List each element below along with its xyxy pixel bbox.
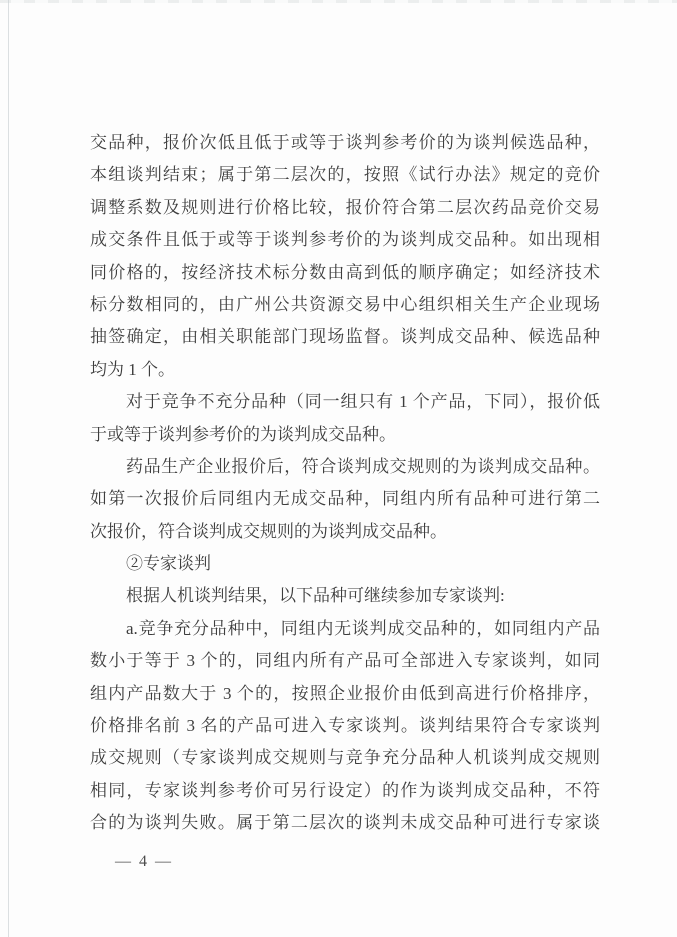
text-line: 如第一次报价后同组内无成交品种，同组内所有品种可进行第二 (90, 489, 600, 509)
text-line: 调整系数及规则进行价格比较，报价符合第二层次药品竞价交易 (90, 197, 600, 217)
text-line: 价格排名前 3 名的产品可进入专家谈判。谈判结果符合专家谈判 (90, 716, 600, 736)
scan-left-edge-line (8, 0, 9, 937)
text-line: 本组谈判结束；属于第二层次的，按照《试行办法》规定的竞价 (90, 165, 600, 185)
text-line: 合的为谈判失败。属于第二层次的谈判未成交品种可进行专家谈 (90, 813, 600, 833)
text-line: 次报价，符合谈判成交规则的为谈判成交品种。 (90, 521, 447, 541)
text-line: 根据人机谈判结果，以下品种可继续参加专家谈判: (126, 586, 505, 606)
text-line: 成交条件且低于或等于谈判参考价的为谈判成交品种。如出现相 (90, 230, 600, 250)
text-line-section-heading: ②专家谈判 (126, 554, 211, 574)
text-line: a.竞争充分品种中，同组内无谈判成交品种的，如同组内产品 (126, 618, 600, 638)
text-line: 抽签确定，由相关职能部门现场监督。谈判成交品种、候选品种 (90, 327, 600, 347)
text-line: 标分数相同的，由广州公共资源交易中心组织相关生产企业现场 (90, 294, 600, 314)
text-line: 均为 1 个。 (90, 359, 175, 379)
text-line: 于或等于谈判参考价的为谈判成交品种。 (90, 424, 396, 444)
text-line: 数小于等于 3 个的，同组内所有产品可全部进入专家谈判，如同 (90, 651, 600, 671)
text-line: 交品种，报价次低且低于或等于谈判参考价的为谈判候选品种， (90, 133, 600, 152)
scan-top-edge (0, 0, 677, 3)
text-line: 成交规则（专家谈判成交规则与竞争充分品种人机谈判成交规则 (90, 748, 600, 768)
text-line: 组内产品数大于 3 个的，按照企业报价由低到高进行价格排序， (90, 683, 600, 703)
text-line: 对于竞争不充分品种（同一组只有 1 个产品，下同），报价低 (126, 392, 600, 412)
text-line: 药品生产企业报价后，符合谈判成交规则的为谈判成交品种。 (126, 456, 600, 476)
text-line: 同价格的，按经济技术标分数由高到低的顺序确定；如经济技术 (90, 262, 600, 282)
page-number: — 4 — (115, 853, 173, 870)
text-line: 相同，专家谈判参考价可另行设定）的作为谈判成交品种，不符 (90, 780, 600, 800)
body-text (90, 127, 600, 840)
